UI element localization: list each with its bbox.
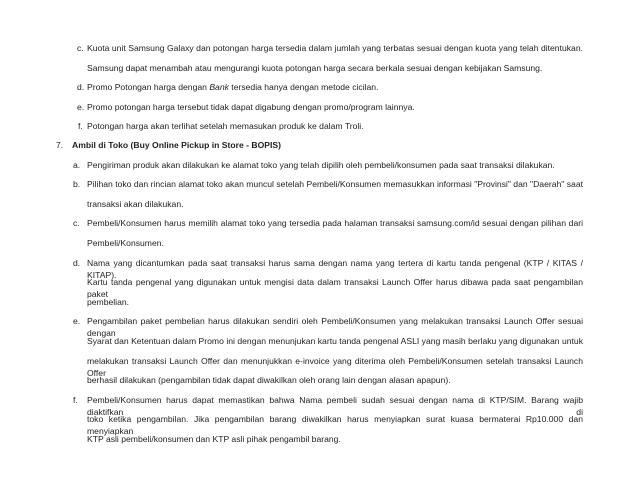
list-item-text: Pengiriman produk akan dilakukan ke alamat toko yang telah dipilih oleh pembeli/konsumen pada saat transaksi dilakukan. (87, 159, 555, 170)
list-item (0, 394, 638, 417)
list-item (0, 81, 638, 101)
list-item-text: transaksi akan dilakukan. (87, 198, 184, 209)
list-item (0, 101, 638, 121)
list-item-text: melakukan transaksi Launch Offer dan menunjukkan e-invoice yang diterima oleh Pembeli/Konsumen setelah transaksi Launch Offer (87, 355, 583, 378)
list-item-text: Kuota unit Samsung Galaxy dan potongan harga tersedia dalam jumlah yang terbatas sesuai dengan kuota yang telah ditentukan. (87, 43, 583, 53)
list-marker: e. (77, 101, 85, 112)
list-marker: f. (78, 121, 83, 132)
list-marker: a. (73, 159, 81, 170)
list-marker: b. (73, 179, 81, 190)
list-item-text: Pembeli/Konsumen. (87, 237, 164, 248)
list-item-text: Pilihan toko dan rincian alamat toko akan muncul setelah Pembeli/Konsumen memasukkan informasi "Provinsi" dan "Daerah" saat (87, 179, 583, 190)
list-item-text: Pengambilan paket pembelian harus dilakukan sendiri oleh Pembeli/Konsumen yang melakukan transaksi Launch Offer sesuai dengan (87, 316, 583, 339)
list-item-text: Pembeli/Konsumen harus dapat memastikan bahwa Nama pembeli sudah sesuai dengan nama di KTP/SIM. Barang wajib diaktifkan di (87, 394, 583, 417)
list-item-continuation (0, 335, 638, 355)
list-marker: c. (77, 43, 84, 53)
list-marker: c. (73, 218, 80, 229)
list-item-text: Promo potongan harga tersebut tidak dapat digabung dengan promo/program lainnya. (87, 101, 415, 112)
section-heading (0, 139, 638, 159)
list-item-text: Promo Potongan harga dengan Bank tersedia hanya dengan metode cicilan. (87, 82, 379, 93)
section-7 (0, 139, 638, 453)
bank-italic-text: Bank (209, 82, 229, 93)
list-item (0, 315, 638, 339)
list-item-continuation (0, 296, 638, 316)
list-item (0, 178, 638, 198)
list-item-text: Kartu tanda pengenal yang digunakan untuk mengisi data dalam transaksi Launch Offer harus dibawa pada saat pengambilan paket (87, 277, 583, 300)
list-marker: d. (73, 257, 81, 268)
list-item-continuation (0, 237, 638, 257)
list-item-text: Potongan harga akan terlihat setelah memasukan produk ke dalam Troli. (87, 121, 364, 132)
list-item-continuation (0, 198, 638, 218)
list-item (0, 257, 638, 280)
list-item-continuation (0, 276, 638, 300)
section-number: 7. (56, 140, 64, 150)
promo-terms-list (0, 42, 638, 140)
list-item-continuation (0, 433, 638, 453)
list-marker: d. (77, 82, 85, 93)
section-title: Ambil di Toko (Buy Online Pickup in Store - BOPIS) (72, 140, 281, 150)
list-item (0, 159, 638, 179)
list-item-text: KTP asli pembeli/konsumen dan KTP asli pihak pengambil barang. (87, 433, 341, 444)
list-item (0, 120, 638, 140)
list-item-text: Pembeli/Konsumen harus memilih alamat toko yang tersedia pada halaman transaksi samsung.com/id sesuai dengan pilihan dari (87, 218, 583, 229)
list-item-text: toko ketika pengambilan. Jika pengambilan barang diwakilkan harus menyiapkan surat kuasa bermaterai Rp10.000 dan menyiapkan (87, 414, 583, 437)
list-item-text: Syarat dan Ketentuan dalam Promo ini dengan menunjukan kartu tanda pengenal ASLI yang masih berlaku yang digunakan untuk (87, 335, 583, 346)
list-item-continuation (0, 374, 638, 394)
list-item-text: Nama yang dicantumkan pada saat transaksi harus sama dengan nama yang tertera di kartu tanda pengenal (KTP / KITAS / KITAP). (87, 257, 583, 280)
list-item-text: berhasil dilakukan (pengambilan tidak dapat diwakilkan oleh orang lain dengan alasan apapun). (87, 375, 451, 386)
list-item-continuation (0, 62, 638, 82)
list-item-text: Samsung dapat menambah atau mengurangi kuota potongan harga secara berkala sesuai dengan kebijakan Samsung. (87, 62, 543, 73)
list-item (0, 42, 638, 62)
list-item (0, 217, 638, 237)
list-item-continuation (0, 413, 638, 437)
list-item-text: pembelian. (87, 296, 130, 307)
list-marker: e. (73, 316, 81, 327)
list-marker: f. (73, 394, 78, 405)
list-item-continuation (0, 355, 638, 378)
